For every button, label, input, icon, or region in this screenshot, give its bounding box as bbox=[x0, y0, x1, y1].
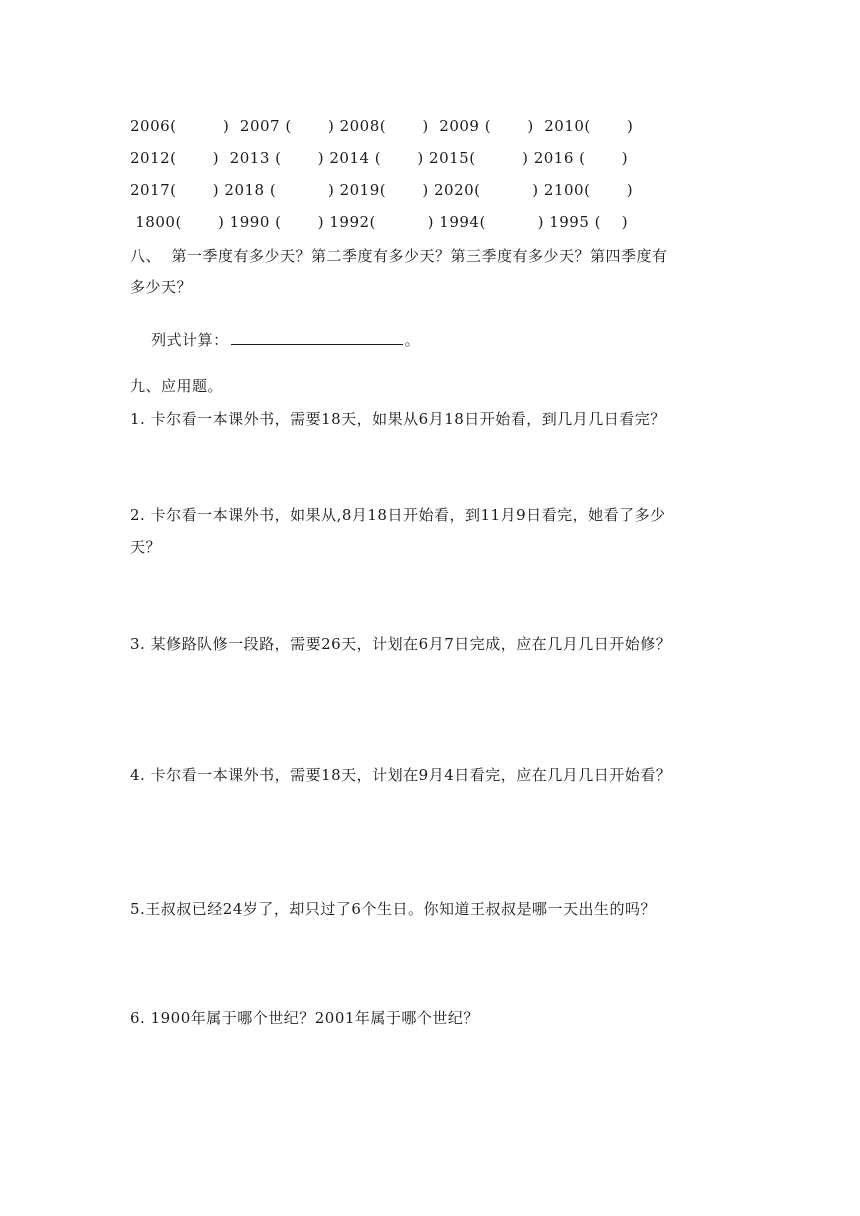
year-row-1: 2006( ) 2007 ( ) 2008( ) 2009 ( ) 2010( ) bbox=[130, 117, 634, 135]
answer-blank bbox=[231, 330, 403, 345]
question-2-line1: 2. 卡尔看一本课外书，如果从,8月18日开始看，到11月9日看完，她看了多少 bbox=[130, 506, 666, 524]
section8-question-line1: 八、 第一季度有多少天？第二季度有多少天？第三季度有多少天？第四季度有 bbox=[130, 247, 668, 265]
question-2-line2: 天？ bbox=[130, 538, 162, 556]
year-row-3: 2017( ) 2018 ( ) 2019( ) 2020( ) 2100( ) bbox=[130, 181, 634, 199]
calculation-line bbox=[130, 310, 420, 370]
question-3: 3. 某修路队修一段路，需要26天，计划在6月7日完成，应在几月几日开始修？ bbox=[130, 635, 672, 653]
question-5: 5.王叔叔已经24岁了，却只过了6个生日。你知道王叔叔是哪一天出生的吗？ bbox=[130, 900, 656, 918]
section8-question-line2: 多少天？ bbox=[130, 278, 193, 296]
question-6: 6. 1900年属于哪个世纪？2001年属于哪个世纪？ bbox=[130, 1009, 479, 1027]
section9-title: 九、应用题。 bbox=[130, 377, 224, 395]
year-row-2: 2012( ) 2013 ( ) 2014 ( ) 2015( ) 2016 ( ) bbox=[130, 149, 629, 167]
calculation-label: 列式计算： bbox=[151, 331, 229, 349]
question-4: 4. 卡尔看一本课外书，需要18天，计划在9月4日看完，应在几月几日开始看？ bbox=[130, 766, 672, 784]
question-1: 1. 卡尔看一本课外书，需要18天，如果从6月18日开始看，到几月几日看完？ bbox=[130, 410, 666, 428]
year-row-4: 1800( ) 1990 ( ) 1992( ) 1994( ) 1995 ( ) bbox=[130, 213, 629, 231]
calculation-end: 。 bbox=[404, 331, 421, 349]
